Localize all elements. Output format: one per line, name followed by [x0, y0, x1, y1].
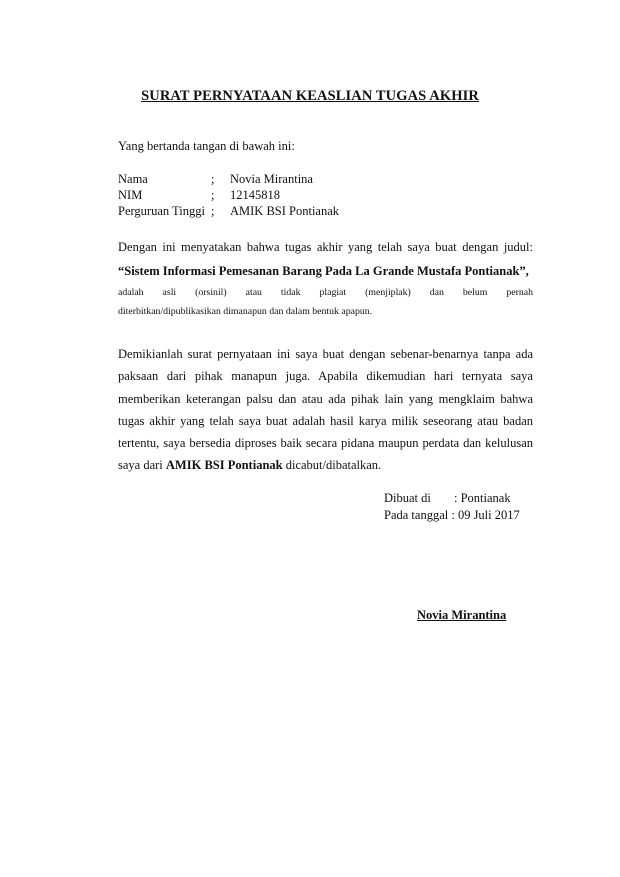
- place-label: Dibuat di: [384, 491, 431, 505]
- identity-value: 12145818: [230, 188, 280, 202]
- identity-row-name: [118, 172, 448, 188]
- identity-separator: ;: [211, 172, 215, 186]
- place-value: : Pontianak: [454, 491, 511, 505]
- statement-line: adalah asli (orsinil) atau tidak plagiat (menjiplak) dan belum pernah: [118, 287, 533, 298]
- identity-label: Nama: [118, 172, 148, 186]
- statement-line: Dengan ini menyatakan bahwa tugas akhir yang telah saya buat dengan judul:: [118, 240, 533, 254]
- closing-text: saya dari: [118, 458, 166, 472]
- statement-line: diterbitkan/dipublikasikan dimanapun dan dalam bentuk apapun.: [118, 306, 373, 317]
- identity-separator: ;: [211, 188, 215, 202]
- closing-line: paksaan dari pihak manapun juga. Apabila dikemudian hari ternyata saya: [118, 369, 533, 383]
- closing-text: dicabut/dibatalkan.: [282, 458, 382, 472]
- identity-row-institution: [118, 204, 448, 220]
- thesis-title: “Sistem Informasi Pemesanan Barang Pada La Grande Mustafa Pontianak”,: [118, 264, 529, 278]
- identity-label: Perguruan Tinggi: [118, 204, 205, 218]
- letter-title: SURAT PERNYATAAN KEASLIAN TUGAS AKHIR: [141, 88, 479, 104]
- identity-value: Novia Mirantina: [230, 172, 313, 186]
- date-line: Pada tanggal : 09 Juli 2017: [384, 508, 520, 522]
- identity-row-nim: [118, 188, 448, 204]
- identity-label: NIM: [118, 188, 143, 202]
- place-line: [384, 491, 564, 507]
- closing-line: [118, 458, 533, 473]
- closing-line: tugas akhir yang telah saya buat adalah hasil karya milik seseorang atau badan: [118, 414, 533, 428]
- closing-line: tertentu, saya bersedia diproses baik secara pidana maupun perdata dan kelulusan: [118, 436, 533, 450]
- intro-text: Yang bertanda tangan di bawah ini:: [118, 139, 295, 153]
- identity-value: AMIK BSI Pontianak: [230, 204, 340, 218]
- institution-name: AMIK BSI Pontianak: [165, 458, 283, 472]
- closing-line: memberikan keterangan palsu dan atau ada pihak lain yang mengklaim bahwa: [118, 392, 533, 406]
- identity-separator: ;: [211, 204, 215, 218]
- closing-line: Demikianlah surat pernyataan ini saya buat dengan sebenar-benarnya tanpa ada: [118, 347, 533, 361]
- signer-name: Novia Mirantina: [417, 608, 507, 622]
